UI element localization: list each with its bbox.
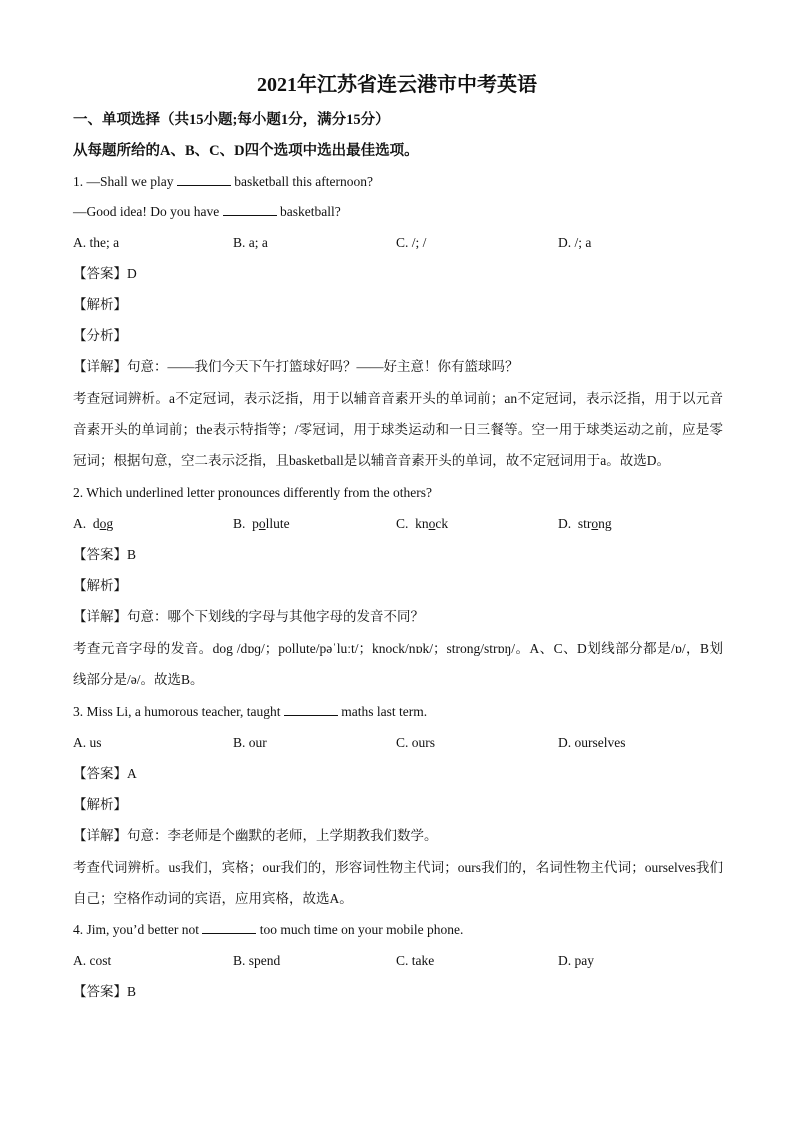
q2-question: 2. Which underlined letter pronounces differently from the others?: [73, 485, 433, 500]
q2-option-c: C. knock: [396, 516, 449, 531]
q1-detail: 【详解】句意：——我们今天下午打篮球好吗？——好主意！你有篮球吗？: [73, 359, 519, 374]
q1-blank2: [223, 203, 277, 216]
q1-option-b: B. a; a: [233, 235, 268, 250]
q1-explanation: 考查冠词辨析。a不定冠词，表示泛指，用于以辅音音素开头的单词前；an不定冠词，表示泛指，用于以元音音素开头的单词前；the表示特指等；/零冠词，用于球类运动和一日三餐等。空一用于球类运动之前，应是零冠词；根据句意，空二表示泛指，且basketball是以辅音音素开头的单词，故不定冠词用于a。故选D。: [73, 391, 723, 468]
q3-option-d: D. ourselves: [558, 735, 626, 750]
section-instruction: 从每题所给的A、B、C、D四个选项中选出最佳选项。: [73, 143, 419, 159]
q3-jiexi: 【解析】: [73, 797, 127, 812]
q4-options: [73, 951, 723, 971]
q1-line2: [73, 202, 341, 222]
q4-option-c: C. take: [396, 953, 435, 968]
q2-option-b: B. pollute: [233, 516, 290, 531]
q2-option-d: D. strong: [558, 516, 612, 531]
q1-fenxi: 【分析】: [73, 328, 127, 343]
q3-blank: [284, 703, 338, 716]
q3-question: 3. Miss Li, a humorous teacher, taught maths last term.: [73, 704, 428, 719]
q4-blank: [202, 921, 256, 934]
q4-option-b: B. spend: [233, 953, 281, 968]
q3-option-c: C. ours: [396, 735, 436, 750]
q1-answer: 【答案】D: [73, 266, 137, 281]
q1-option-a: A. the; a: [73, 235, 120, 250]
q4-option-d: D. pay: [558, 953, 594, 968]
page-title: 2021年江苏省连云港市中考英语: [257, 74, 537, 96]
q1-option-d: D. /; a: [558, 235, 592, 250]
section-heading: 一、单项选择（共15小题;每小题1分，满分15分）: [73, 112, 390, 128]
q1-option-c: C. /; /: [396, 235, 427, 250]
q2-jiexi: 【解析】: [73, 578, 127, 593]
q2-options: [73, 514, 723, 534]
q1-line2-pre: —Good idea! Do you have: [73, 204, 223, 219]
q1-options: [73, 233, 723, 253]
q3-explanation: 考查代词辨析。us我们，宾格；our我们的，形容词性物主代词；ours我们的，名词性物主代词；ourselves我们自己；空格作动词的宾语，应用宾格，故选A。: [73, 860, 723, 906]
q1-jiexi: 【解析】: [73, 297, 127, 312]
q2-answer: 【答案】B: [73, 547, 137, 562]
q4-answer: 【答案】B: [73, 984, 137, 999]
q2-option-a: A. dog: [73, 516, 114, 531]
q1-line2-post: basketball?: [276, 204, 341, 219]
q2-detail: 【详解】句意：哪个下划线的字母与其他字母的发音不同？: [73, 609, 424, 624]
q3-option-b: B. our: [233, 735, 267, 750]
q1-blank1: [177, 173, 231, 186]
q3-detail: 【详解】句意：李老师是个幽默的老师，上学期教我们数学。: [73, 828, 438, 843]
q1-line1: [73, 172, 373, 192]
q4-question: 4. Jim, you’d better not too much time on your mobile phone.: [73, 922, 464, 937]
q3-option-a: A. us: [73, 735, 102, 750]
q1-line1-pre: 1. —Shall we play: [73, 174, 177, 189]
q2-explanation: 考查元音字母的发音。dog /dɒɡ/；pollute/pəˈluːt/；knock/nɒk/；strong/strɒŋ/。A、C、D划线部分都是/ɒ/，B划线部分是/ə/。故选B。: [73, 641, 723, 687]
q3-options: [73, 733, 723, 753]
q4-option-a: A. cost: [73, 953, 112, 968]
q3-answer: 【答案】A: [73, 766, 137, 781]
q1-line1-post: basketball this afternoon?: [230, 174, 373, 189]
